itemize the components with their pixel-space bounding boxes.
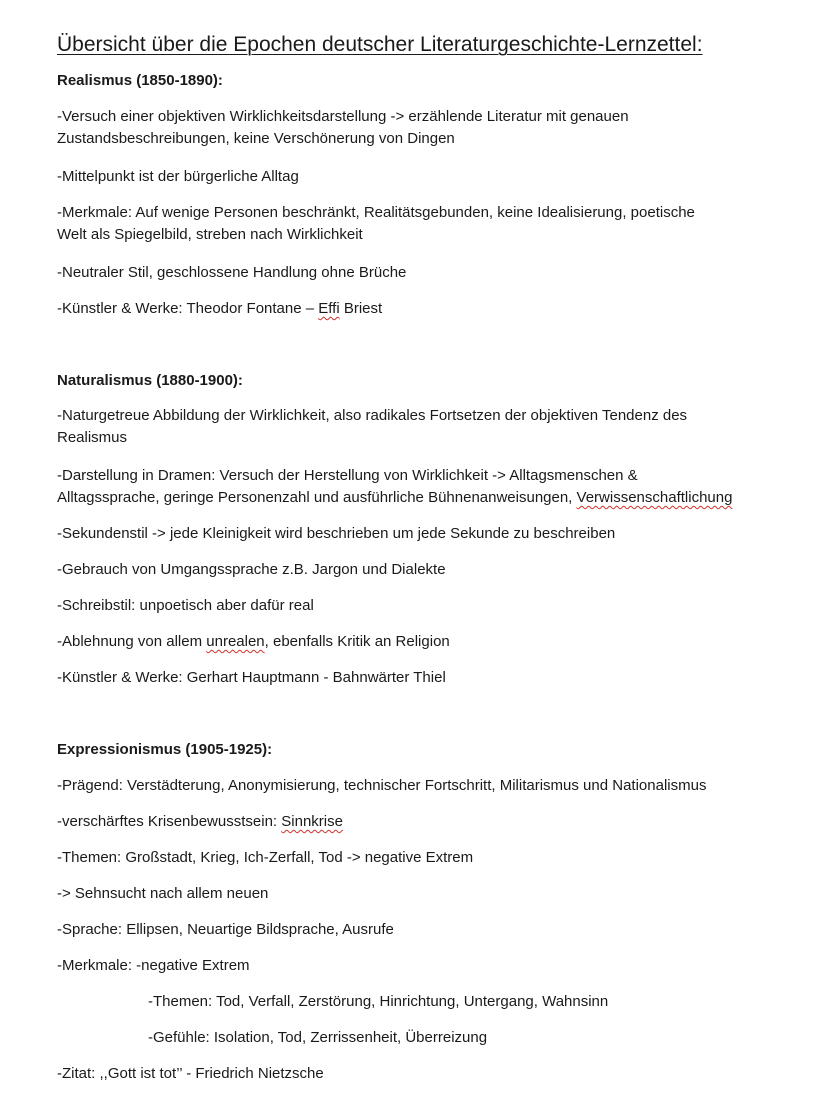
realismus-point-3-line-1: -Merkmale: Auf wenige Personen beschränkt, Realitätsgebunden, keine Idealisierung, poetische <box>57 204 695 221</box>
naturalismus-point-1-line-1: -Naturgetreue Abbildung der Wirklichkeit, also radikales Fortsetzen der objektiven Tendenz des <box>57 407 688 424</box>
realismus-point-5-text: -Künstler & Werke: Theodor Fontane – <box>57 300 319 317</box>
section-heading-expressionismus: Expressionismus (1905-1925): <box>57 741 273 758</box>
naturalismus-point-5: -Schreibstil: unpoetisch aber dafür real <box>57 597 314 614</box>
realismus-point-3-line-2: Welt als Spiegelbild, streben nach Wirklichkeit <box>57 226 363 243</box>
expressionismus-point-9: -Zitat: ,,Gott ist tot’’ - Friedrich Nietzsche <box>57 1065 324 1082</box>
realismus-point-2: -Mittelpunkt ist der bürgerliche Alltag <box>57 168 299 185</box>
naturalismus-point-1-line-2: Realismus <box>57 429 128 446</box>
naturalismus-point-3: -Sekundenstil -> jede Kleinigkeit wird beschrieben um jede Sekunde zu beschreiben <box>57 525 616 542</box>
naturalismus-point-7: -Künstler & Werke: Gerhart Hauptmann - Bahnwärter Thiel <box>57 669 446 686</box>
naturalismus-point-6 <box>57 631 450 653</box>
realismus-point-5-text-end: Briest <box>339 300 383 317</box>
section-heading-naturalismus: Naturalismus (1880-1900): <box>57 372 243 389</box>
spellcheck-word: Sinnkrise <box>281 813 343 830</box>
expressionismus-point-3: -Themen: Großstadt, Krieg, Ich-Zerfall, Tod -> negative Extrem <box>57 849 474 866</box>
expressionismus-point-1: -Prägend: Verstädterung, Anonymisierung, technischer Fortschritt, Militarismus und Nationalismus <box>57 777 707 794</box>
realismus-point-1-line-1: -Versuch einer objektiven Wirklichkeitsdarstellung -> erzählende Literatur mit genauen <box>57 108 629 125</box>
realismus-point-1-line-2: Zustandsbeschreibungen, keine Verschönerung von Dingen <box>57 130 455 147</box>
naturalismus-point-4: -Gebrauch von Umgangssprache z.B. Jargon und Dialekte <box>57 561 446 578</box>
expressionismus-point-6: -Merkmale: -negative Extrem <box>57 957 250 974</box>
expressionismus-point-2 <box>57 811 343 833</box>
expressionismus-point-7: -Themen: Tod, Verfall, Zerstörung, Hinrichtung, Untergang, Wahnsinn <box>148 993 609 1010</box>
spellcheck-word: unrealen <box>206 633 265 650</box>
spellcheck-word: Verwissenschaftlichung <box>576 489 733 506</box>
expressionismus-point-4: -> Sehnsucht nach allem neuen <box>57 885 269 902</box>
section-heading-realismus: Realismus (1850-1890): <box>57 72 223 89</box>
expressionismus-point-5: -Sprache: Ellipsen, Neuartige Bildsprache, Ausrufe <box>57 921 394 938</box>
expressionismus-point-8: -Gefühle: Isolation, Tod, Zerrissenheit, Überreizung <box>148 1029 488 1046</box>
expressionismus-point-2-text: -verschärftes Krisenbewusstsein: <box>57 813 282 830</box>
realismus-point-4: -Neutraler Stil, geschlossene Handlung ohne Brüche <box>57 264 407 281</box>
document-title: Übersicht über die Epochen deutscher Literaturgeschichte-Lernzettel: <box>57 33 703 56</box>
naturalismus-point-6-text: -Ablehnung von allem <box>57 633 207 650</box>
spellcheck-word: Effi <box>318 300 340 317</box>
naturalismus-point-2-line-2 <box>57 487 732 509</box>
naturalismus-point-2-line-2-text: Alltagssprache, geringe Personenzahl und ausführliche Bühnenanweisungen, <box>57 489 577 506</box>
naturalismus-point-2-line-1: -Darstellung in Dramen: Versuch der Herstellung von Wirklichkeit -> Alltagsmenschen & <box>57 467 638 484</box>
realismus-point-5 <box>57 298 382 320</box>
naturalismus-point-6-text-end: , ebenfalls Kritik an Religion <box>264 633 450 650</box>
